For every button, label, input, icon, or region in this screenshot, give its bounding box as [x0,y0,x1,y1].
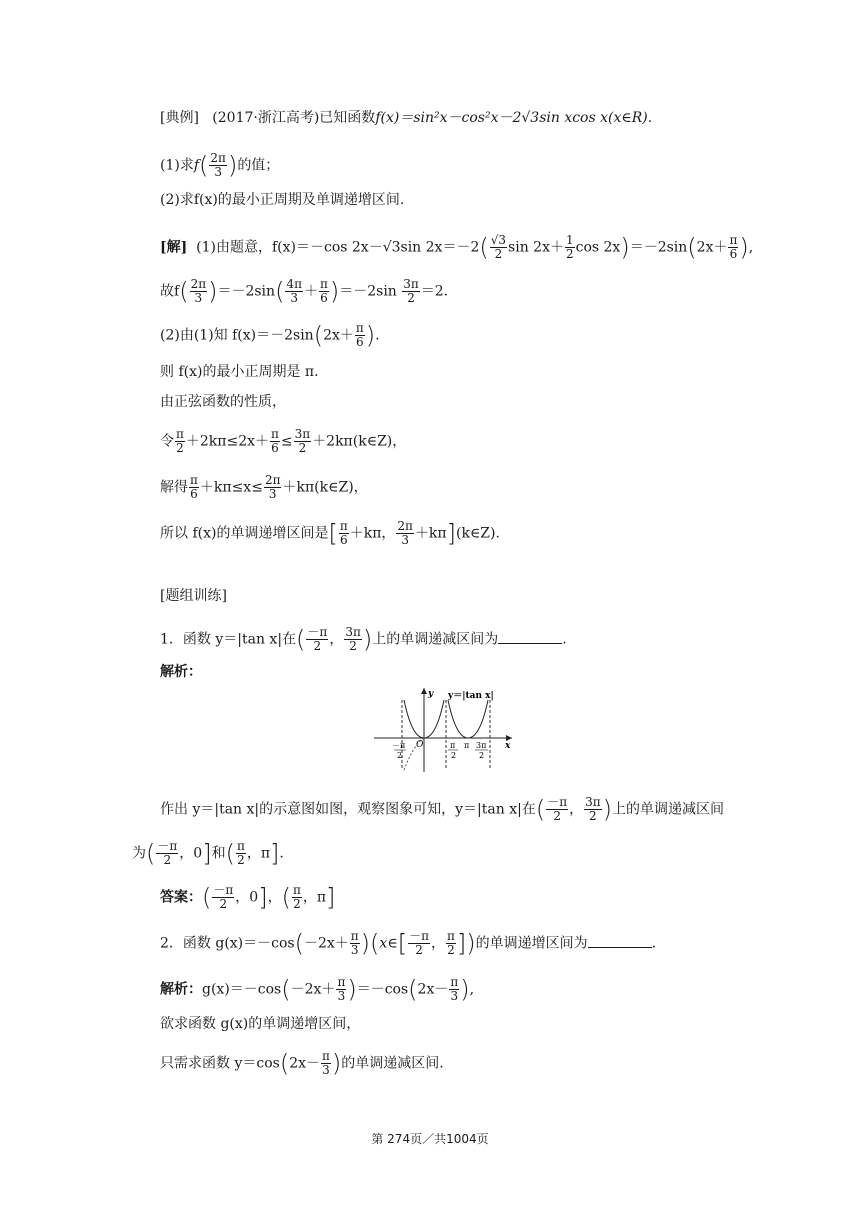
problem-1-description: 作出 y＝|tan x|的示意图如图，观察图象可知，y＝|tan x|在( $\frac{-\pi}{2}$ ， $\frac{3\pi}{2}$ )上的单调递减区间 [160,795,724,824]
solution-line-3: (2)由(1)知 f(x)＝－2sin(2x＋ $\frac{\pi}{6}$ ). [160,321,380,350]
problem-2-line-2: 欲求函数 g(x)的单调递增区间， [160,1016,361,1032]
solution-line-8: 所以 f(x)的单调递增区间是[ $\frac{\pi}{6}$ ＋kπ， $\frac{2\pi}{3}$ ＋kπ](k∈Z). [160,519,500,548]
svg-text:2: 2 [451,751,457,760]
svg-text:3π: 3π [476,741,487,750]
svg-text:－π: －π [392,741,406,750]
svg-text:π: π [450,741,456,750]
svg-text:y: y [428,689,434,699]
solution-line-6: 令 $\frac{\pi}{2}$ ＋2kπ≤2x＋ $\frac{\pi}{6}$ ≤ $\frac{3\pi}{2}$ ＋2kπ(k∈Z)， [160,427,407,455]
svg-text:2: 2 [397,751,403,760]
svg-text:2: 2 [479,751,485,760]
solution-line-5: 由正弦函数的性质， [160,394,286,410]
svg-text:O: O [416,740,424,750]
svg-text:y＝|tan x|: y＝|tan x| [448,691,494,701]
solution-line-7: 解得 $\frac{\pi}{6}$ ＋kπ≤x≤ $\frac{2\pi}{3}$ ＋kπ(k∈Z)， [160,473,368,501]
solution-line-4: 则 f(x)的最小正周期是 π. [160,364,319,380]
solution-line-2: 故f( $\frac{2\pi}{3}$ )＝－2sin( $\frac{4\pi}{3}$ ＋ $\frac{\pi}{6}$ )＝－2sin $\frac{3\pi}{2}$ ＝2. [160,277,449,306]
question-2: (2)求f(x)的最小正周期及单调递增区间. [160,192,405,208]
svg-text:π: π [464,741,470,750]
problem-2: 2．函数 g(x)＝－cos(－2x＋ $\frac{\pi}{3}$ )(x∈[ $\frac{-\pi}{2}$ ， $\frac{\pi}{2}$ ])的单调递增区间为 . [160,929,657,958]
problem-1-analysis-label: 解析： [160,664,202,680]
page-footer: 第 274页／共1004页 [371,1132,489,1146]
svg-text:x: x [505,741,511,751]
problem-1-description-2: 为( $\frac{-\pi}{2}$ ，0]和( $\frac{\pi}{2}$ ，π]. [132,839,284,868]
group-title: [题组训练] [160,588,227,604]
solution-line-1: [解] (1)由题意，f(x)＝－cos 2x－√3sin 2x＝－2( $\frac{√3}{2}$ sin 2x＋ $\frac{1}{2}$ cos 2x)＝－2sin(2x＋ $\frac{\pi}{6}$ ), [160,233,754,262]
problem-1-answer: 答案：( $\frac{-\pi}{2}$ ，0]，( $\frac{\pi}{2}$ ，π] [160,883,336,912]
problem-2-analysis: 解析：g(x)＝－cos(－2x＋ $\frac{\pi}{3}$ )＝－cos(2x－ $\frac{\pi}{3}$ ), [160,975,475,1004]
problem-2-line-3: 只需求函数 y＝cos(2x－ $\frac{\pi}{3}$ )的单调递减区间. [160,1049,444,1078]
problem-1: 1．函数 y＝|tan x|在( $\frac{-\pi}{2}$ ， $\frac{3\pi}{2}$ )上的单调递减区间为 . [160,625,567,654]
question-1: (1)求f( $\frac{2\pi}{3}$ )的值； [160,151,280,180]
tan-abs-graph [374,686,514,774]
example-line: [典例] (2017·浙江高考)已知函数f(x)＝sin²x－cos²x－2√3sin xcos x(x∈R). [160,110,653,126]
